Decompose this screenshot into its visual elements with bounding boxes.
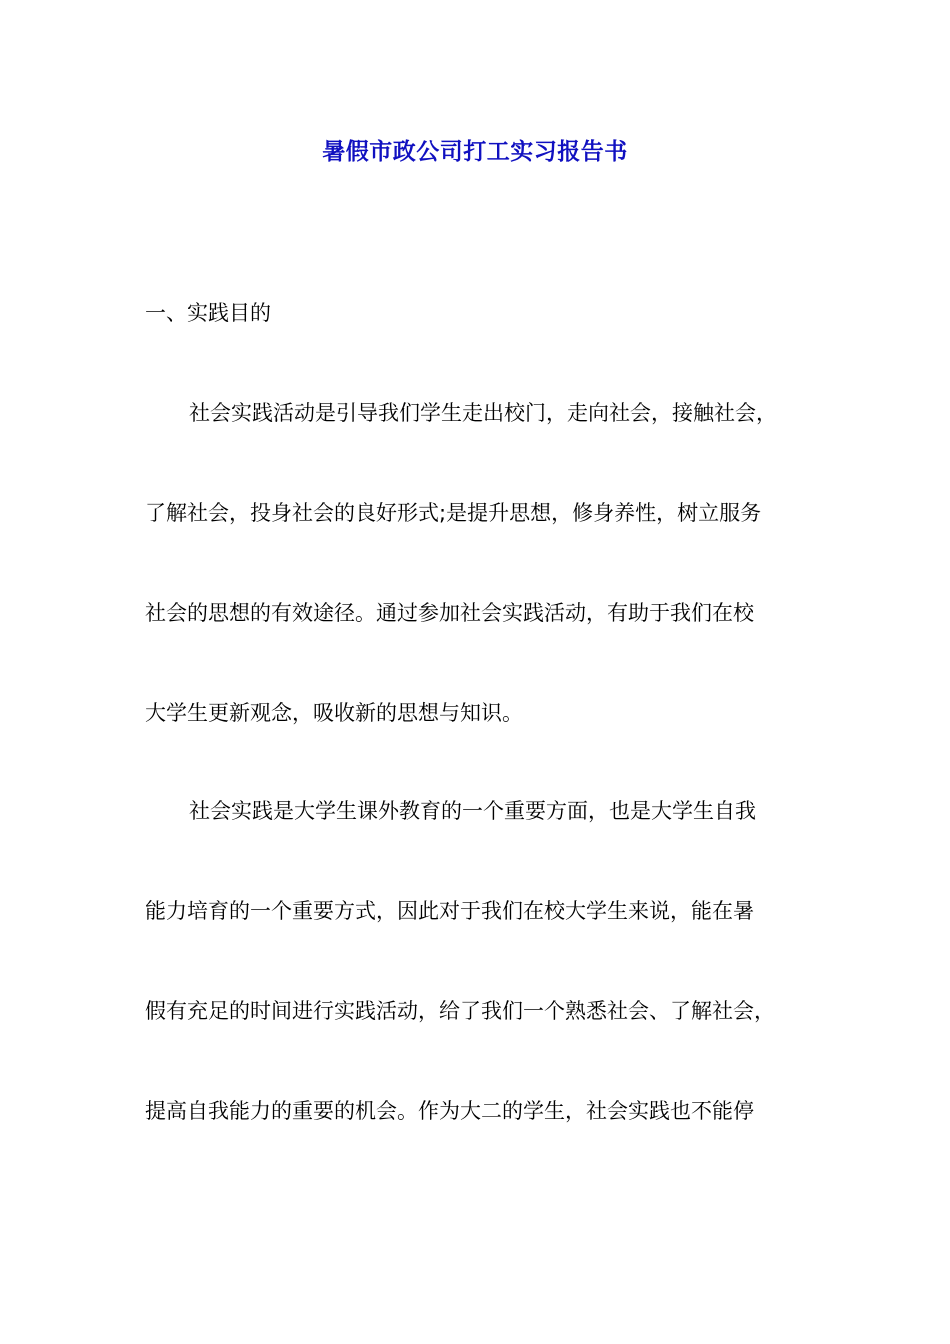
paragraph-line: 了解社会，投身社会的良好形式;是提升思想，修身养性，树立服务: [145, 501, 762, 525]
paragraph-line: 能力培育的一个重要方式，因此对于我们在校大学生来说，能在暑: [145, 899, 754, 923]
paragraph-line: 提高自我能力的重要的机会。作为大二的学生，社会实践也不能停: [145, 1099, 754, 1123]
section-heading: 一、实践目的: [145, 301, 271, 325]
paragraph-line: 社会实践是大学生课外教育的一个重要方面，也是大学生自我: [189, 799, 756, 823]
document-title: 暑假市政公司打工实习报告书: [322, 139, 628, 165]
paragraph-line: 大学生更新观念，吸收新的思想与知识。: [145, 701, 523, 725]
paragraph-line: 假有充足的时间进行实践活动，给了我们一个熟悉社会、了解社会，: [145, 999, 775, 1023]
paragraph-line: 社会的思想的有效途径。通过参加社会实践活动，有助于我们在校: [145, 601, 754, 625]
paragraph-line: 社会实践活动是引导我们学生走出校门，走向社会，接触社会，: [189, 401, 777, 425]
